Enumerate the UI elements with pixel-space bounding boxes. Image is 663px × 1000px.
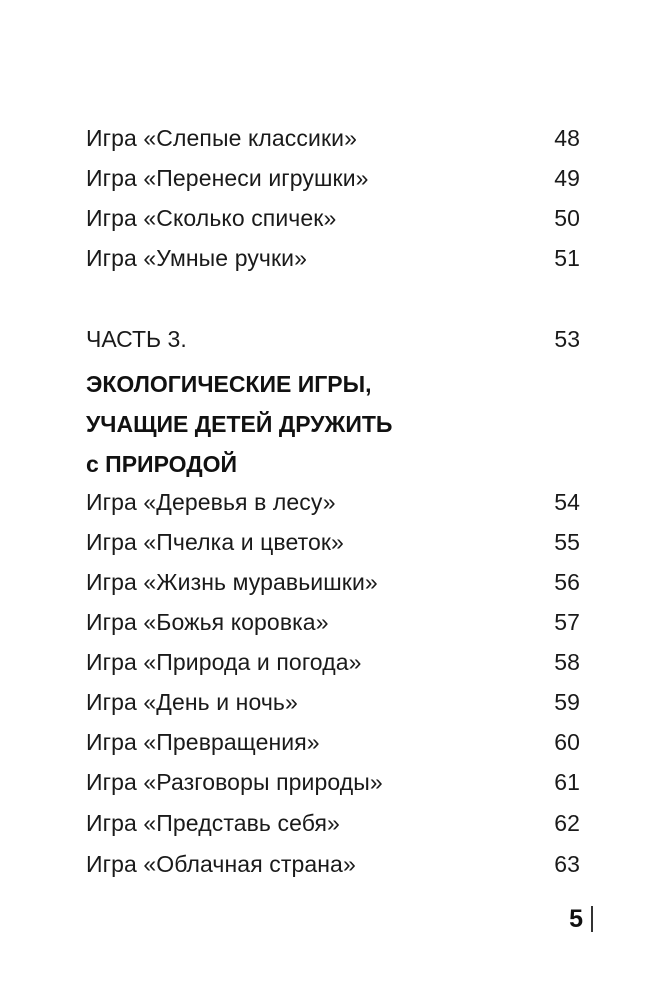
toc-entry-page: 62 xyxy=(554,809,580,836)
toc-entry-title: Игра «Облачная страна» xyxy=(86,850,356,877)
toc-entry xyxy=(86,604,580,640)
toc-entry-page: 50 xyxy=(554,204,580,231)
toc-entry-page: 60 xyxy=(554,728,580,755)
toc-entry-page: 59 xyxy=(554,688,580,715)
toc-entry-title: Игра «Разговоры природы» xyxy=(86,768,383,795)
part-heading xyxy=(86,364,506,484)
toc-entry-title: Игра «Представь себя» xyxy=(86,809,340,836)
part-heading-line: УЧАЩИЕ ДЕТЕЙ ДРУЖИТЬ xyxy=(86,411,393,437)
toc-entry-title: Игра «Перенеси игрушки» xyxy=(86,164,369,191)
toc-entry-page: 61 xyxy=(554,768,580,795)
toc-entry xyxy=(86,684,580,720)
toc-entry-title: Игра «Природа и погода» xyxy=(86,648,362,675)
part-heading-line: ЭКОЛОГИЧЕСКИЕ ИГРЫ, xyxy=(86,371,372,397)
toc-entry-page: 55 xyxy=(554,528,580,555)
page-number xyxy=(569,900,593,938)
toc-entry-page: 56 xyxy=(554,568,580,595)
toc-entry-title: Игра «Умные ручки» xyxy=(86,244,308,271)
page-number-divider xyxy=(591,906,593,932)
toc-entry xyxy=(86,805,580,841)
toc-entry xyxy=(86,724,580,760)
toc-entry-title: Игра «Пчелка и цветок» xyxy=(86,528,344,555)
toc-entry xyxy=(86,484,580,520)
part-label-row xyxy=(86,321,580,357)
toc-entry-title: Игра «Жизнь муравьишки» xyxy=(86,568,378,595)
toc-entry-page: 57 xyxy=(554,608,580,635)
toc-entry xyxy=(86,644,580,680)
toc-entry xyxy=(86,524,580,560)
toc-entry-page: 63 xyxy=(554,850,580,877)
toc-entry xyxy=(86,120,580,156)
toc-entry xyxy=(86,200,580,236)
toc-entry-title: Игра «Слепые классики» xyxy=(86,124,357,151)
toc-entry-page: 49 xyxy=(554,164,580,191)
toc-entry-page: 48 xyxy=(554,124,580,151)
toc-entry-page: 58 xyxy=(554,648,580,675)
part-heading-line: с ПРИРОДОЙ xyxy=(86,451,238,477)
toc-entry-title: Игра «Деревья в лесу» xyxy=(86,488,336,515)
toc-entry xyxy=(86,240,580,276)
toc-entry-title: Игра «Божья коровка» xyxy=(86,608,329,635)
toc-entry xyxy=(86,160,580,196)
toc-entry-title: Игра «Сколько спичек» xyxy=(86,204,337,231)
toc-entry xyxy=(86,764,580,800)
toc-entry-title: Игра «День и ночь» xyxy=(86,688,298,715)
toc-entry xyxy=(86,564,580,600)
toc-entry xyxy=(86,846,580,882)
toc-entry-page: 51 xyxy=(554,244,580,271)
page-number-value: 5 xyxy=(569,904,583,933)
toc-entry-page: 54 xyxy=(554,488,580,515)
part-page: 53 xyxy=(554,325,580,352)
toc-entry-title: Игра «Превращения» xyxy=(86,728,320,755)
part-label: ЧАСТЬ 3. xyxy=(86,325,187,352)
